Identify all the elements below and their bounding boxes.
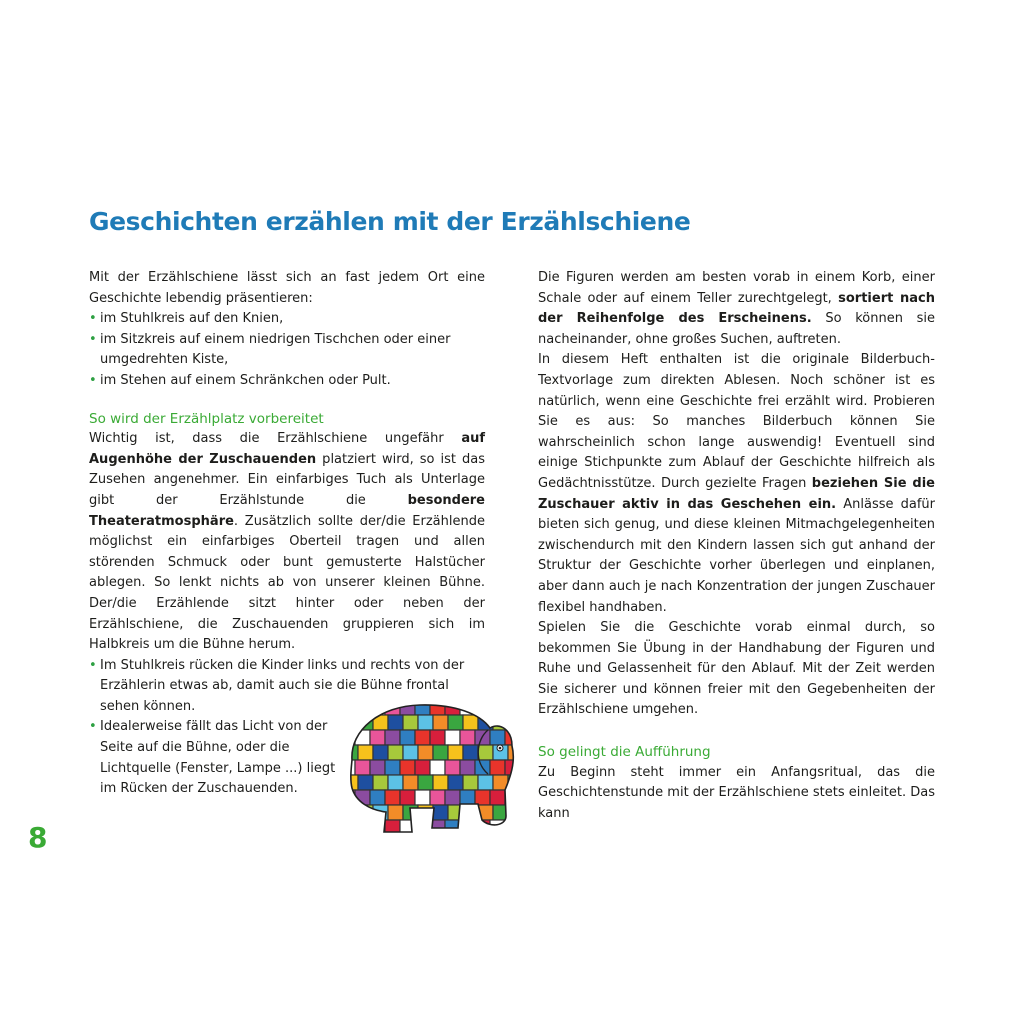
patch-square bbox=[355, 760, 370, 775]
patch-square bbox=[340, 730, 355, 745]
patch-square bbox=[508, 805, 520, 820]
right-column bbox=[538, 268, 935, 824]
patch-square bbox=[448, 805, 463, 820]
list-item: • Im Stuhlkreis rücken die Kinder links und rechts von der Erzählerin etwas ab, damit auch sie die Bühne frontal sehen können. bbox=[89, 656, 485, 718]
patch-square bbox=[505, 820, 520, 835]
patch-square bbox=[370, 730, 385, 745]
patch-square bbox=[433, 715, 448, 730]
patch-square bbox=[460, 790, 475, 805]
patch-square bbox=[433, 745, 448, 760]
patch-square bbox=[490, 760, 505, 775]
patch-square bbox=[445, 790, 460, 805]
figures-paragraph: Die Figuren werden am besten vorab in einem Korb, einer Schale oder auf einem Teller zurechtgelegt, sortiert nach der Reihenfolge des Erscheinens. So können sie nacheinander, ohne großes Suchen, auftreten. bbox=[538, 270, 936, 347]
patch-square bbox=[340, 700, 355, 715]
patch-square bbox=[475, 820, 490, 835]
patch-square bbox=[388, 805, 403, 820]
patch-square bbox=[505, 700, 520, 715]
patch-square bbox=[400, 790, 415, 805]
patch-square bbox=[388, 745, 403, 760]
rehearsal-paragraph: Spielen Sie die Geschichte vorab einmal durch, so bekommen Sie Übung in der Handhabung der Figuren und Ruhe und Gelassenheit für den Ablauf. Mit der Zeit werden Sie sicherer und können freier mit den Gegebenheiten der Erzählschiene umgehen. bbox=[538, 620, 935, 718]
patch-square bbox=[475, 790, 490, 805]
patch-square bbox=[478, 745, 493, 760]
patch-square bbox=[355, 820, 370, 835]
patch-square bbox=[463, 805, 478, 820]
patch-square bbox=[415, 760, 430, 775]
patch-square bbox=[430, 730, 445, 745]
patch-square bbox=[415, 790, 430, 805]
patch-square bbox=[418, 745, 433, 760]
patch-square bbox=[460, 760, 475, 775]
patch-square bbox=[445, 760, 460, 775]
page-title: Geschichten erzählen mit der Erzählschiene bbox=[89, 207, 691, 236]
ritual-paragraph: Zu Beginn steht immer ein Anfangsritual, das die Geschichtenstunde mit der Erzählschiene stets einleitet. Das kann bbox=[538, 764, 936, 821]
patch-square bbox=[490, 730, 505, 745]
patch-square bbox=[493, 715, 508, 730]
patch-square bbox=[448, 715, 463, 730]
patch-square bbox=[475, 700, 490, 715]
patch-square bbox=[340, 820, 355, 835]
patch-square bbox=[403, 715, 418, 730]
patchwork-elephant-illustration bbox=[340, 700, 520, 840]
patch-square bbox=[430, 700, 445, 715]
patch-square bbox=[460, 730, 475, 745]
patch-square bbox=[343, 715, 358, 730]
patch-square bbox=[403, 745, 418, 760]
subheading-performance: So gelingt die Aufführung bbox=[538, 744, 711, 761]
patch-square bbox=[340, 760, 355, 775]
patch-square bbox=[430, 790, 445, 805]
list-item: • im Stehen auf einem Schränkchen oder Pult. bbox=[89, 371, 485, 392]
patch-square bbox=[415, 820, 430, 835]
patch-square bbox=[403, 775, 418, 790]
preparation-paragraph: Wichtig ist, dass die Erzählschiene ungefähr auf Augenhöhe der Zuschauenden platziert wird, so ist das Zusehen angenehmer. Ein einfarbiges Tuch als Unterlage gibt der Erzählstunde die besondere Theateratmosphäre. Zusätzlich sollte der/die Erzählende möglichst ein einfarbiges Oberteil tragen und allen störenden Schmuck oder bunt gemusterte Halstücher ablegen. So lenkt nichts ab von unserer kleinen Bühne. Der/die Erzählende sitzt hinter oder neben der Erzählschiene, die Zuschauenden gruppieren sich im Halbkreis um die Bühne herum. bbox=[89, 431, 485, 653]
patch-square bbox=[463, 715, 478, 730]
patch-square bbox=[418, 775, 433, 790]
patch-square bbox=[478, 775, 493, 790]
patch-square bbox=[385, 790, 400, 805]
patch-square bbox=[463, 775, 478, 790]
patch-square bbox=[490, 700, 505, 715]
patch-square bbox=[463, 745, 478, 760]
patch-square bbox=[358, 715, 373, 730]
patch-square bbox=[490, 790, 505, 805]
list-item: • im Sitzkreis auf einem niedrigen Tischchen oder einer umgedrehten Kiste, bbox=[89, 330, 485, 371]
intro-paragraph: Mit der Erzählschiene lässt sich an fast jedem Ort eine Geschichte lebendig präsentieren: bbox=[89, 270, 485, 306]
patch-square bbox=[448, 775, 463, 790]
patch-square bbox=[358, 775, 373, 790]
patch-square bbox=[460, 820, 475, 835]
list-item: • im Stuhlkreis auf den Knien, bbox=[89, 309, 485, 330]
patch-square bbox=[370, 820, 385, 835]
patch-square bbox=[505, 790, 520, 805]
patch-square bbox=[418, 715, 433, 730]
patch-square bbox=[388, 715, 403, 730]
list-item: • Idealerweise fällt das Licht von der Seite auf die Bühne, oder die Lichtquelle (Fenster, Lampe ...) liegt im Rücken der Zuschauenden. bbox=[89, 717, 340, 799]
subheading-preparation: So wird der Erzählplatz vorbereitet bbox=[89, 410, 324, 427]
patch-square bbox=[400, 730, 415, 745]
patch-square bbox=[433, 805, 448, 820]
text-template-paragraph: In diesem Heft enthalten ist die originale Bilderbuch-Textvorlage zum direkten Ablesen. Noch schöner ist es natürlich, wenn eine Geschichte frei erzählt wird. Probieren Sie es aus: So manches Bilderbuch können Sie wahrscheinlich schon lange auswendig! Eventuell sind einige Stichpunkte zum Ablauf der Geschichte hilfreich als Gedächtnisstütze. Durch gezielte Fragen beziehen Sie die Zuschauer aktiv in das Geschehen ein. Anlässe dafür bieten sich genug, und diese kleinen Mitmachgelegenheiten zwischendurch mit den Kindern lassen sich gut anhand der Struktur der Geschichte vorher überlegen und einplanen, aber dann auch je nach Konzentration der jungen Zuschauer flexibel handhaben. bbox=[538, 352, 935, 615]
patch-square bbox=[430, 760, 445, 775]
patch-square bbox=[358, 745, 373, 760]
patch-square bbox=[385, 760, 400, 775]
patch-square bbox=[433, 775, 448, 790]
patch-square bbox=[448, 745, 463, 760]
patch-square bbox=[388, 775, 403, 790]
patch-square bbox=[343, 745, 358, 760]
patch-square bbox=[370, 760, 385, 775]
patch-square bbox=[373, 775, 388, 790]
patch-square bbox=[355, 700, 370, 715]
patch-square bbox=[385, 730, 400, 745]
page-number: 8 bbox=[28, 821, 48, 854]
patch-square bbox=[373, 745, 388, 760]
places-list bbox=[89, 309, 485, 391]
patch-square bbox=[343, 805, 358, 820]
patch-square bbox=[415, 730, 430, 745]
patch-square bbox=[508, 715, 520, 730]
patch-square bbox=[415, 700, 430, 715]
patch-square bbox=[400, 760, 415, 775]
patch-square bbox=[445, 730, 460, 745]
patch-square bbox=[370, 790, 385, 805]
